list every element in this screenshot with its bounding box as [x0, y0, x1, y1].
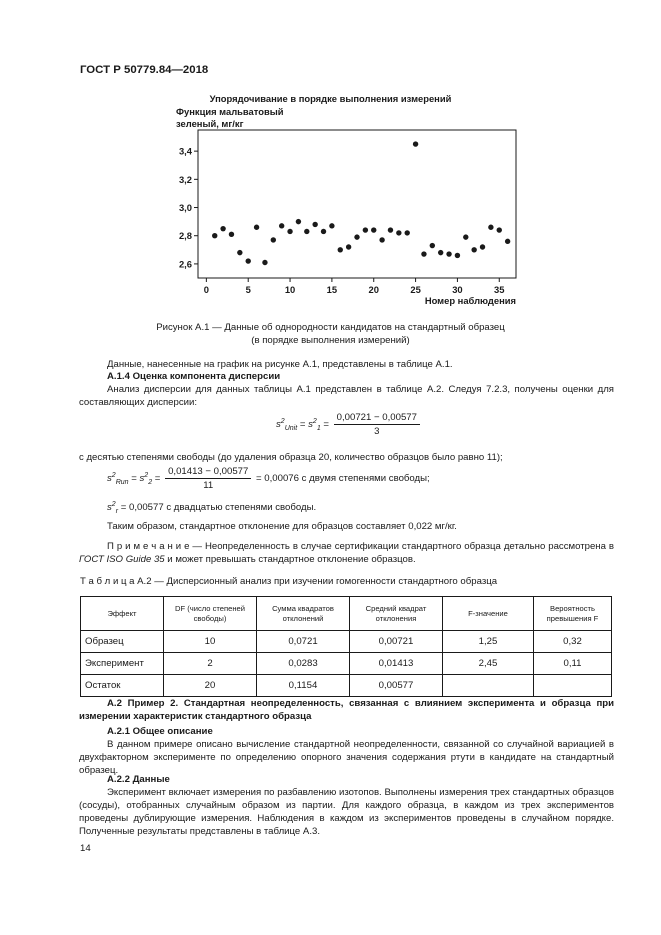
data-point — [312, 222, 317, 227]
table-caption: Т а б л и ц а А.2 — Дисперсионный анализ при изучении гомогенности стандартного образца — [80, 576, 498, 587]
table-header-row — [81, 597, 612, 631]
paragraph: В данном примере описано вычисление стандартной неопределенности, связанной со случайной вариацией в двухфакторном эксперименте по определению опорного значения содержания ртути в кандидате на стандартный образец. — [79, 739, 614, 776]
table-cell: 0,11 — [534, 653, 612, 675]
y-ticks — [179, 146, 198, 270]
paragraph: Данные, нанесенные на график на рисунке А.1, представлены в таблице А.1. — [107, 359, 453, 370]
paragraph: Эксперимент включает измерения по разбавлению изотопов. Выполнены измерения трех стандартных образцов (сосуды), отобранных случайным образом из партии. Для каждого образца, в каждом из трех экспериментов проведены дублирующие измерения. Наблюдения в каждом из экспериментов проведены в случайном порядке. Полученные результаты представлены в таблице А.3. — [79, 787, 614, 837]
table-cell: 0,00721 — [350, 631, 443, 653]
table-cell: Образец — [81, 631, 164, 653]
table-cell: Остаток — [81, 675, 164, 697]
table-cell — [443, 675, 534, 697]
x-tick-label: 35 — [494, 284, 505, 295]
formula-r: $s^2_r = 0,00577$ с двадцатью степенями свободы. — [107, 501, 317, 516]
data-point — [480, 244, 485, 249]
data-point — [279, 223, 284, 228]
chart-axes — [198, 130, 516, 278]
formula-unit: $s^2_{Unit} = s^2_1$ = $\frac{0,00721 - 0,00577}{3}$ — [276, 412, 422, 437]
data-point — [430, 243, 435, 248]
table-cell: 0,00577 — [350, 675, 443, 697]
data-point — [321, 229, 326, 234]
chart-xlabel: Номер наблюдения — [424, 295, 516, 306]
data-point — [338, 247, 343, 252]
section-heading: А.1.4 Оценка компонента дисперсии — [107, 371, 281, 382]
table-cell: 2,45 — [443, 653, 534, 675]
data-point — [271, 237, 276, 242]
note: П р и м е ч а н и е — Неопределенность в случае сертификации стандартного образца детально рассмотрена в ГОСТ ISO Guide 35 и может превышать стандартное отклонение образцов. — [79, 541, 614, 565]
table-cell: 20 — [164, 675, 257, 697]
col-header: Вероятность превышения F — [534, 597, 612, 631]
table-row — [81, 653, 612, 675]
x-tick-label: 5 — [245, 284, 251, 295]
data-point — [463, 234, 468, 239]
table-cell: 2 — [164, 653, 257, 675]
document-header: ГОСТ Р 50779.84—2018 — [80, 64, 209, 76]
figure-caption: Рисунок А.1 — Данные об однородности кандидатов на стандартный образец — [156, 322, 505, 333]
data-point — [363, 227, 368, 232]
data-point — [296, 219, 301, 224]
chart-ylabel-line2: зеленый, мг/кг — [176, 118, 244, 129]
data-point — [505, 239, 510, 244]
section-heading: А.2 Пример 2. Стандартная неопределенность, связанная с влиянием эксперимента и образца при измерении характеристик стандартного образца — [79, 698, 614, 722]
figure-caption-sub: (в порядке выполнения измерений) — [251, 335, 410, 346]
data-point — [246, 258, 251, 263]
data-point — [254, 225, 259, 230]
x-tick-label: 30 — [452, 284, 463, 295]
table-cell: 0,0283 — [257, 653, 350, 675]
scatter-chart — [174, 126, 524, 308]
data-point — [220, 226, 225, 231]
col-header: Сумма квадратов отклонений — [257, 597, 350, 631]
data-point — [212, 233, 217, 238]
data-point — [396, 230, 401, 235]
table-cell: 0,32 — [534, 631, 612, 653]
table-cell: 1,25 — [443, 631, 534, 653]
plot-frame — [198, 130, 516, 278]
data-point — [421, 251, 426, 256]
data-point — [405, 230, 410, 235]
table-row — [81, 631, 612, 653]
col-header: Средний квадрат отклонения — [350, 597, 443, 631]
x-ticks — [204, 278, 505, 295]
x-tick-label: 10 — [284, 284, 296, 295]
table-cell: 0,01413 — [350, 653, 443, 675]
y-tick-label: 3,0 — [178, 202, 192, 214]
table-cell: 0,1154 — [257, 675, 350, 697]
x-tick-label: 15 — [326, 284, 338, 295]
data-point — [388, 227, 393, 232]
y-tick-label: 3,4 — [178, 145, 192, 157]
data-point — [455, 253, 460, 258]
section-heading: А.2.2 Данные — [107, 774, 170, 785]
data-point — [413, 141, 418, 146]
data-point — [346, 244, 351, 249]
data-point — [497, 227, 502, 232]
chart-ylabel-line1: Функция мальватовый — [176, 106, 284, 117]
y-tick-label: 2,8 — [178, 230, 192, 242]
data-point — [262, 260, 267, 265]
data-point — [237, 250, 242, 255]
data-points — [212, 141, 510, 265]
table-cell: 10 — [164, 631, 257, 653]
section-heading: А.2.1 Общее описание — [107, 726, 213, 737]
data-point — [329, 223, 334, 228]
col-header: DF (число степеней свободы) — [164, 597, 257, 631]
data-point — [471, 247, 476, 252]
data-point — [446, 251, 451, 256]
data-point — [354, 234, 359, 239]
paragraph: с десятью степенями свободы (до удаления образца 20, количество образцов было равно 11); — [79, 452, 503, 463]
paragraph: Анализ дисперсии для данных таблицы А.1 представлен в таблице А.2. Следуя 7.2.3, получены оценки для составляющих дисперсии: — [79, 384, 614, 408]
data-point — [287, 229, 292, 234]
chart-title: Упорядочивание в порядке выполнения измерений — [209, 93, 452, 104]
table-cell — [534, 675, 612, 697]
paragraph: Таким образом, стандартное отклонение для образцов составляет 0,022 мг/кг. — [107, 521, 457, 532]
variance-table — [80, 596, 612, 697]
x-tick-label: 0 — [203, 284, 209, 295]
data-point — [304, 229, 309, 234]
y-tick-label: 2,6 — [178, 258, 192, 270]
y-tick-label: 3,2 — [178, 173, 192, 185]
data-point — [488, 225, 493, 230]
table-cell: 0,0721 — [257, 631, 350, 653]
col-header: Эффект — [81, 597, 164, 631]
x-tick-label: 25 — [410, 284, 421, 295]
data-point — [379, 237, 384, 242]
col-header: F-значение — [443, 597, 534, 631]
table-row — [81, 675, 612, 697]
x-tick-label: 20 — [368, 284, 379, 295]
data-point — [371, 227, 376, 232]
page-number: 14 — [80, 843, 91, 854]
formula-run: $s^2_{Run} = s^2_2$ = $\frac{0,01413 - 0,00577}{11}$ = 0,00076 с двумя степенями свободы; — [107, 466, 430, 491]
data-point — [438, 250, 443, 255]
table-cell: Эксперимент — [81, 653, 164, 675]
data-point — [229, 232, 234, 237]
